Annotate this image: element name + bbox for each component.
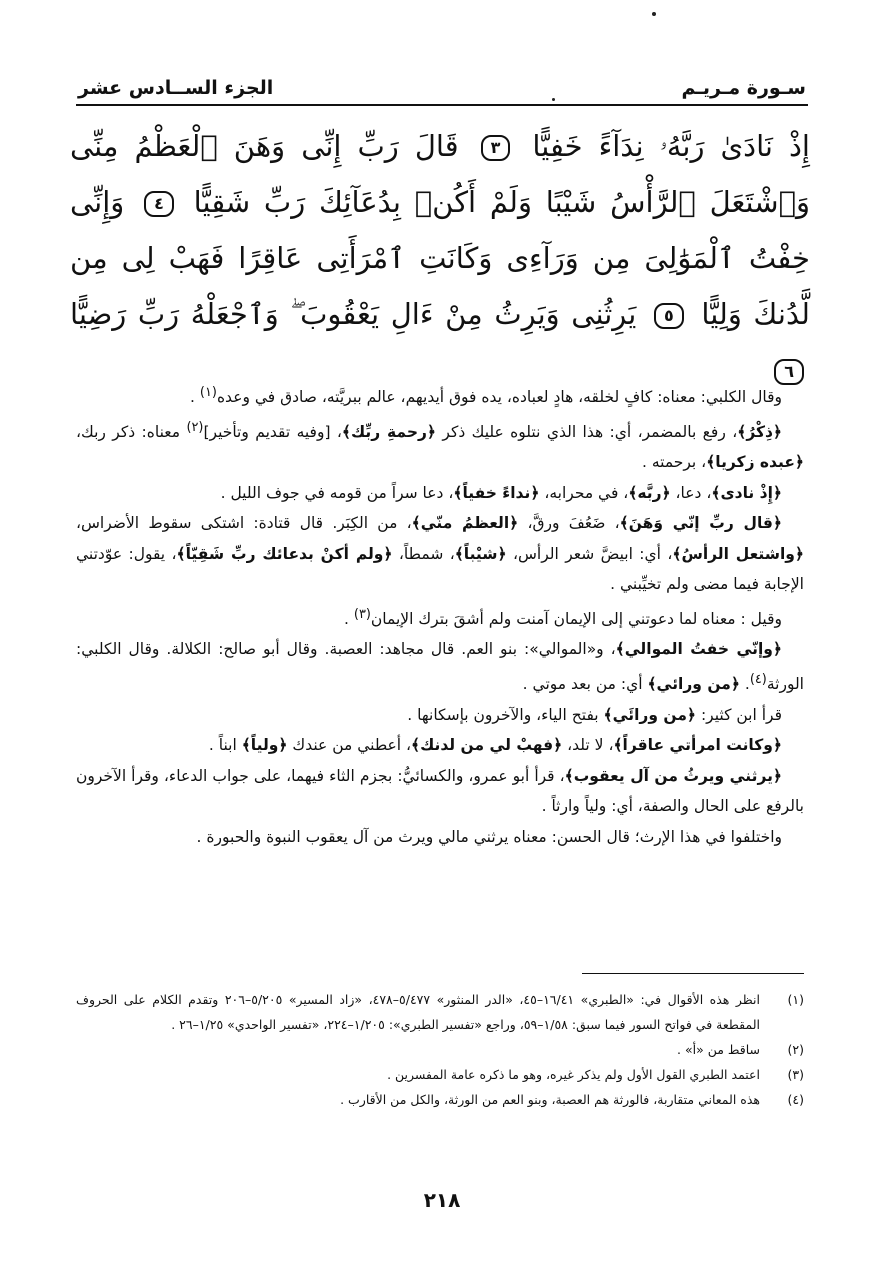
paragraph xyxy=(76,378,804,413)
text-run: ، برحمته . xyxy=(642,453,707,472)
footnote-separator xyxy=(582,973,804,974)
text-run: وقال الكلبي: معناه: كافٍ لخلقه، هادٍ لعباده، يده فوق أيديهم، عالم ببريَّته، صادق في وعده xyxy=(216,388,782,407)
paragraph xyxy=(76,761,804,822)
quoted-phrase: ﴿من ورائَي﴾ xyxy=(603,705,697,724)
quoted-phrase: ﴿يرثني ويرثُ من آل يعقوب﴾ xyxy=(564,766,782,785)
text-run: . xyxy=(344,609,354,628)
footnote xyxy=(76,1037,804,1062)
footnote-number: (١) xyxy=(787,992,804,1007)
text-run: ، ضَعُفَ ورقَّ، xyxy=(518,514,620,533)
quoted-phrase: ﴿ربَّه﴾ xyxy=(628,483,671,502)
paragraph xyxy=(76,634,804,699)
footnote-number: (٤) xyxy=(787,1092,804,1107)
text-run: ، رفع بالمضمر، أي: هذا الذي نتلوه عليك ذكر xyxy=(436,422,738,441)
quran-verse-6: يَرِثُنِى وَيَرِثُ مِنْ ءَالِ يَعْقُوبَ ۖ وَٱجْعَلْهُ رَبِّ رَضِيًّا xyxy=(70,297,637,331)
quoted-phrase: ﴿العظمُ منّي﴾ xyxy=(411,514,519,533)
paragraph xyxy=(76,413,804,478)
quran-verse-3: إِذْ نَادَىٰ رَبَّهُۥ نِدَآءً خَفِيًّا xyxy=(532,129,810,163)
quoted-phrase: ﴿شيْباً﴾ xyxy=(454,544,507,563)
quoted-phrase: ﴿وإنّي خفتُ الموالي﴾ xyxy=(615,640,783,659)
paragraph xyxy=(76,508,804,600)
text-run: ، شمطاً، xyxy=(392,544,455,563)
scan-speck xyxy=(652,12,656,16)
juz-title: الجزء الســادس عشر xyxy=(78,77,274,99)
text-run: بفتح الياء، والآخرون بإسكانها . xyxy=(407,705,604,724)
text-run: ، و«الموالي»: بنو العم. قال مجاهد: العصبة. وقال أبو صالح: الكلالة. وقال الكلبي: الورثة xyxy=(76,640,804,694)
quran-verse-5: وَإِنِّى خِفْتُ ٱلْمَوَٰلِىَ مِن وَرَآءِى وَكَانَتِ ٱمْرَأَتِى عَاقِرًا فَهَبْ لِى مِن لَّدُنكَ وَلِيًّا xyxy=(70,185,811,331)
text-run: أي: من بعد موتي . xyxy=(522,675,648,694)
footnote-number: (٣) xyxy=(787,1067,804,1082)
text-run: ، دعا، xyxy=(670,483,712,502)
quoted-phrase: ﴿ذِكْرُ﴾ xyxy=(737,422,783,441)
text-run: ، دعا سراً من قومه في جوف الليل . xyxy=(220,483,454,502)
footnote-text: ساقط من «أ» . xyxy=(677,1042,760,1057)
footnote-ref: (٢) xyxy=(186,419,204,435)
quoted-phrase: ﴿نداءً خفياً﴾ xyxy=(453,483,540,502)
text-run: وقيل : معناه لما دعوتني إلى الإيمان آمنت ولم أشقَ بترك الإيمان xyxy=(370,609,782,628)
page-number: ٢١٨ xyxy=(423,1188,461,1212)
text-run: ، لا تلد، xyxy=(562,736,614,755)
quoted-phrase: ﴿ولم أكنْ بدعائك ربِّ شَقِيّاً﴾ xyxy=(176,544,393,563)
footnote xyxy=(76,987,804,1037)
ayah-number-3: ٣ xyxy=(481,135,511,161)
footnote-number: (٢) xyxy=(787,1042,804,1057)
surah-title: سـورة مـريـم xyxy=(681,77,806,99)
text-run: ، من الكِبَر. قال قتادة: اشتكى سقوط الأضراس، xyxy=(76,514,412,533)
quran-text-block xyxy=(70,118,810,398)
running-header xyxy=(78,72,806,104)
footnote xyxy=(76,1062,804,1087)
quoted-phrase: ﴿رحمةِ ربِّك﴾ xyxy=(341,422,437,441)
quran-verse-4: قَالَ رَبِّ إِنِّى وَهَنَ ٱلْعَظْمُ مِنِّى وَٱشْتَعَلَ ٱلرَّأْسُ شَيْبًا وَلَمْ أَكُنۢ بِدُعَآئِكَ رَبِّ شَقِيًّا xyxy=(70,129,810,219)
text-run: ، في محرابه، xyxy=(539,483,629,502)
quoted-phrase: ﴿عبده زكريا﴾ xyxy=(706,453,804,472)
quoted-phrase: ﴿واشتعل الرأسُ﴾ xyxy=(672,544,804,563)
quoted-phrase: ﴿من ورائي﴾ xyxy=(647,675,740,694)
footnote-text: انظر هذه الأقوال في: «الطبري» ١٦/٤١–٤٥، «الدر المنثور» ٥/٤٧٧–٤٧٨، «زاد المسير» ٥/٢٠٥–٢٠٦ وتقدم الكلام على الحروف المقطعة في فواتح السور فيما سبق: ١/٥٨–٥٩، وراجع «تفسير الطبري»: ١/٢٠٥–٢٢٤، «تفسير الواحدي» ١/٢٥–٢٦ . xyxy=(76,992,761,1032)
paragraph xyxy=(76,478,804,509)
commentary-text xyxy=(76,378,804,852)
text-run: ، يقول: عوّدتني الإجابة فيما مضى ولم تخيِّبني . xyxy=(76,544,804,594)
quoted-phrase: ﴿فهبْ لي من لدنك﴾ xyxy=(411,736,563,755)
paragraph xyxy=(76,600,804,635)
paragraph xyxy=(76,730,804,761)
text-run: معناه: ذكر ربك، xyxy=(76,422,187,441)
footnote-ref: (٤) xyxy=(749,671,767,687)
text-run: . xyxy=(739,675,750,694)
footnote xyxy=(76,1087,804,1112)
ayah-number-5: ٥ xyxy=(654,303,684,329)
text-run: ، [وفيه تقديم وتأخير] xyxy=(203,422,342,441)
footnote-ref: (١) xyxy=(199,385,217,400)
text-run: واختلفوا في هذا الإرث؛ قال الحسن: معناه يرثني مالي ويرث من آل يعقوب النبوة والحبورة . xyxy=(196,827,782,846)
paragraph xyxy=(76,822,804,853)
text-run: ، أعطني من عندك xyxy=(287,736,412,755)
quoted-phrase: ﴿ولياً﴾ xyxy=(241,736,288,755)
header-rule xyxy=(76,104,808,106)
ayah-number-6: ٦ xyxy=(774,359,804,385)
footnote-ref: (٣) xyxy=(353,606,371,622)
text-run: . xyxy=(190,388,200,407)
paragraph xyxy=(76,700,804,731)
quoted-phrase: ﴿إِذْ نادى﴾ xyxy=(711,483,782,502)
quoted-phrase: ﴿قال ربِّ إنّي وَهَنَ﴾ xyxy=(619,514,782,533)
footnote-text: اعتمد الطبري القول الأول ولم يذكر غيره، وهو ما ذكره عامة المفسرين . xyxy=(387,1067,760,1082)
text-run: ، قرأ أبو عمرو، والكسائيُّ: بجزم الثاء فيهما، على جواب الدعاء، وقرأ الآخرون بالرفع على الحال والصفة، أي: ولياً وارثاً . xyxy=(76,766,804,816)
text-run: قرأ ابن كثير: xyxy=(696,705,782,724)
text-run: ، أي: ابيضَّ شعر الرأس، xyxy=(506,544,673,563)
quoted-phrase: ﴿وكانت امرأتي عاقراً﴾ xyxy=(613,736,782,755)
footnotes xyxy=(76,987,804,1112)
ayah-number-4: ٤ xyxy=(144,191,174,217)
footnote-text: هذه المعاني متقاربة، فالورثة هم العصبة، وبنو العم من الورثة، والكل من الأقارب . xyxy=(340,1092,760,1107)
text-run: ابناً . xyxy=(208,736,242,755)
